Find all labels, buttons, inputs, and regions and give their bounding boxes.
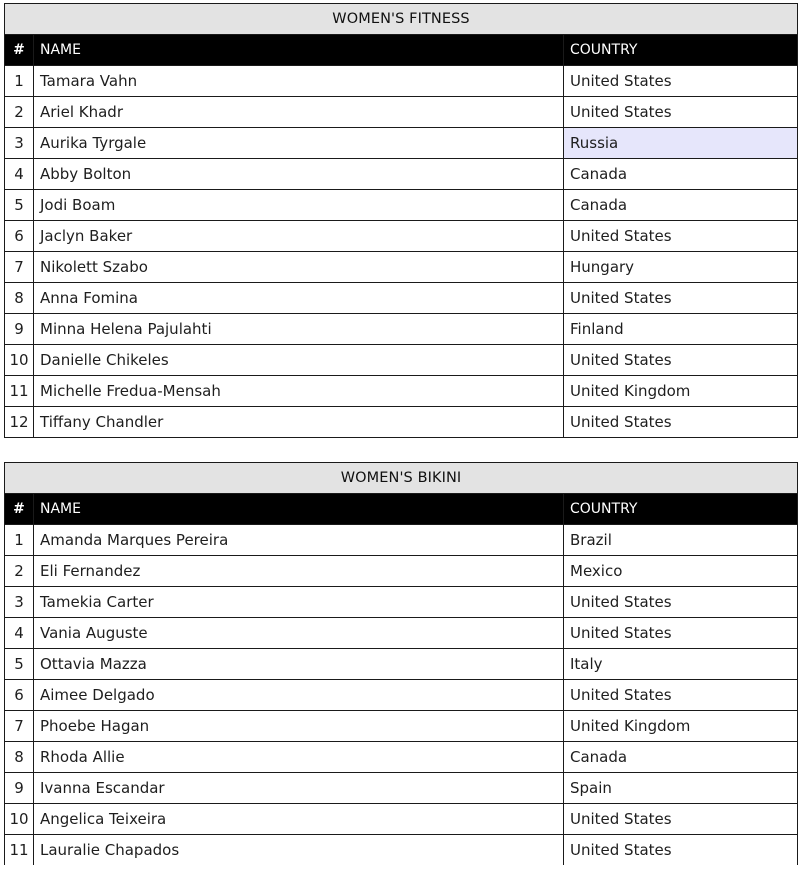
column-header-rank: #	[5, 35, 34, 66]
country-cell: Mexico	[564, 556, 798, 587]
name-cell: Rhoda Allie	[34, 742, 564, 773]
table-row	[5, 252, 798, 283]
rank-cell: 11	[5, 835, 34, 866]
rank-cell: 4	[5, 159, 34, 190]
country-cell: Canada	[564, 159, 798, 190]
name-cell: Ariel Khadr	[34, 97, 564, 128]
name-cell: Anna Fomina	[34, 283, 564, 314]
country-cell: United States	[564, 618, 798, 649]
table-row	[5, 804, 798, 835]
name-cell: Lauralie Chapados	[34, 835, 564, 866]
country-cell: United States	[564, 345, 798, 376]
table-title: WOMEN'S FITNESS	[5, 4, 798, 35]
table-row	[5, 556, 798, 587]
column-header-name: NAME	[34, 35, 564, 66]
name-cell: Abby Bolton	[34, 159, 564, 190]
rank-cell: 7	[5, 252, 34, 283]
name-cell: Phoebe Hagan	[34, 711, 564, 742]
rank-cell: 2	[5, 97, 34, 128]
name-cell: Tamara Vahn	[34, 66, 564, 97]
table-row	[5, 773, 798, 804]
table-row	[5, 314, 798, 345]
name-cell: Ivanna Escandar	[34, 773, 564, 804]
country-cell: Canada	[564, 742, 798, 773]
table-row	[5, 649, 798, 680]
table-row	[5, 345, 798, 376]
table-row	[5, 97, 798, 128]
name-cell: Ottavia Mazza	[34, 649, 564, 680]
table-row	[5, 680, 798, 711]
name-cell: Aimee Delgado	[34, 680, 564, 711]
rank-cell: 1	[5, 525, 34, 556]
column-header-rank: #	[5, 494, 34, 525]
name-cell: Eli Fernandez	[34, 556, 564, 587]
table-row	[5, 835, 798, 866]
rank-cell: 12	[5, 407, 34, 438]
column-header-country: COUNTRY	[564, 35, 798, 66]
rank-cell: 10	[5, 345, 34, 376]
rank-cell: 9	[5, 314, 34, 345]
country-cell: United Kingdom	[564, 711, 798, 742]
rank-cell: 5	[5, 649, 34, 680]
rank-cell: 3	[5, 587, 34, 618]
name-cell: Tamekia Carter	[34, 587, 564, 618]
rank-cell: 8	[5, 742, 34, 773]
country-cell: United States	[564, 835, 798, 866]
rank-cell: 8	[5, 283, 34, 314]
table-row	[5, 525, 798, 556]
name-cell: Jodi Boam	[34, 190, 564, 221]
rank-cell: 10	[5, 804, 34, 835]
name-cell: Amanda Marques Pereira	[34, 525, 564, 556]
rank-cell: 6	[5, 221, 34, 252]
country-cell: Finland	[564, 314, 798, 345]
rank-cell: 1	[5, 66, 34, 97]
rank-cell: 9	[5, 773, 34, 804]
table-row	[5, 159, 798, 190]
table-row	[5, 128, 798, 159]
country-cell: United States	[564, 587, 798, 618]
table-row	[5, 407, 798, 438]
name-cell: Tiffany Chandler	[34, 407, 564, 438]
country-cell: United States	[564, 804, 798, 835]
table-row	[5, 66, 798, 97]
rank-cell: 7	[5, 711, 34, 742]
name-cell: Minna Helena Pajulahti	[34, 314, 564, 345]
name-cell: Aurika Tyrgale	[34, 128, 564, 159]
table-row	[5, 283, 798, 314]
rank-cell: 5	[5, 190, 34, 221]
womens-fitness-table	[4, 3, 798, 438]
country-cell: Hungary	[564, 252, 798, 283]
country-cell: Russia	[564, 128, 798, 159]
rank-cell: 11	[5, 376, 34, 407]
rank-cell: 4	[5, 618, 34, 649]
table-row	[5, 742, 798, 773]
column-header-name: NAME	[34, 494, 564, 525]
country-cell: Spain	[564, 773, 798, 804]
table-row	[5, 618, 798, 649]
rank-cell: 6	[5, 680, 34, 711]
womens-bikini-table	[4, 462, 798, 865]
country-cell: United States	[564, 283, 798, 314]
rank-cell: 2	[5, 556, 34, 587]
column-header-country: COUNTRY	[564, 494, 798, 525]
country-cell: United States	[564, 680, 798, 711]
name-cell: Jaclyn Baker	[34, 221, 564, 252]
name-cell: Michelle Fredua-Mensah	[34, 376, 564, 407]
table-row	[5, 587, 798, 618]
name-cell: Danielle Chikeles	[34, 345, 564, 376]
name-cell: Vania Auguste	[34, 618, 564, 649]
country-cell: Brazil	[564, 525, 798, 556]
country-cell: Italy	[564, 649, 798, 680]
table-title: WOMEN'S BIKINI	[5, 463, 798, 494]
table-row	[5, 190, 798, 221]
country-cell: United States	[564, 97, 798, 128]
country-cell: United States	[564, 66, 798, 97]
rank-cell: 3	[5, 128, 34, 159]
table-row	[5, 711, 798, 742]
table-row	[5, 221, 798, 252]
table-row	[5, 376, 798, 407]
country-cell: United Kingdom	[564, 376, 798, 407]
country-cell: United States	[564, 407, 798, 438]
name-cell: Angelica Teixeira	[34, 804, 564, 835]
country-cell: United States	[564, 221, 798, 252]
country-cell: Canada	[564, 190, 798, 221]
name-cell: Nikolett Szabo	[34, 252, 564, 283]
